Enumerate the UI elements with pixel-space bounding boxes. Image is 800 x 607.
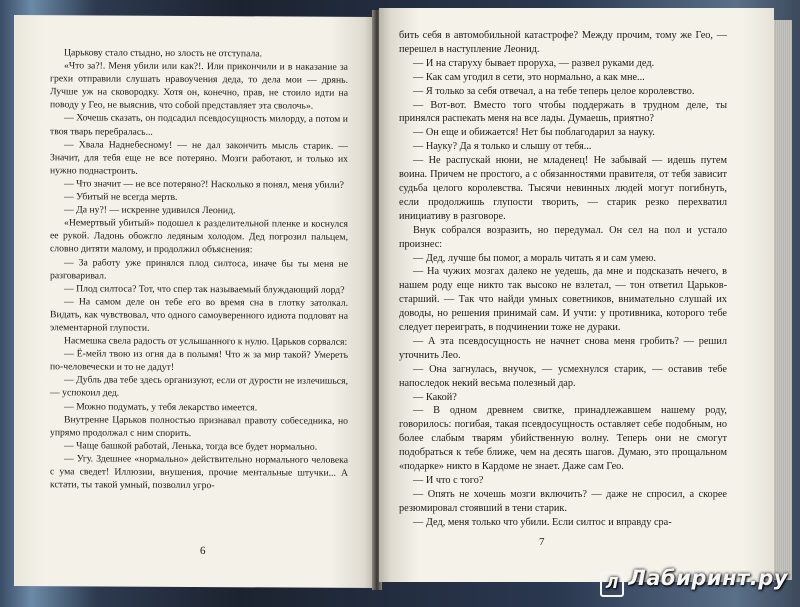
paragraph: Внутренне Царьков полностью признавал правоту собеседника, но упрямо продолжал с ним спорить. <box>50 413 348 439</box>
paragraph: — На самом деле он тебе его во время сна в глотку затолкал. Видать, как чувствовал, что одного самоуверенного идиота подловят на элементарной глупости. <box>50 296 348 334</box>
paragraph: «Немертвый убитый» подошел к разделительной пленке и коснулся ее рукой. Ладонь обожгло ледяным холодом. Дед погрозил пальцем, словно дитяти малому, и продолжил объяснения: <box>50 217 348 256</box>
paragraph: — Дед, меня только что убили. Если силтос и вправду сра- <box>413 516 672 528</box>
paragraph: — Дед, лучше бы помог, а мораль читать я и сам умею. <box>413 252 656 264</box>
paragraph: — Не распускай нюни, не младенец! Не забывай — идешь путем воина. Причем не простого, а с обязанностями правителя, от тебя зависит судьба целого королевства. Тысячи невинных людей могут погибнуть, если продолжишь глупости творить, — старик резко перехватил инициативу в разговоре. <box>399 155 727 222</box>
paragraph: — На чужих мозгах далеко не уедешь, да мне и подсказать нечего, в нашем роду еще никто так высоко не взлетал, — тон ответил Царьков-старший. — Так что найди умных советников, внимательно слушай их доводы, но решения принимай сам. И учти: у противника, которого тебе следует переиграть, в подчинении тоже не дураки. <box>399 266 727 334</box>
paragraph: — Ё-мейл твою из огня да в полымя! Что ж за мир такой? Умереть по-человечески и то не дадут! <box>50 348 348 374</box>
paragraph: — Какой? <box>413 391 457 403</box>
paragraph: «Что за?!. Меня убили или как?!. Или прикончили и в наказание за грехи отправили слушать нравоучения деда, то дела мои — дрянь. Лучше уж на сковородку. Хотя он, конечно, прав, не стоило идти на поводу у Гео, не выяснив, что собой представляет эта сволочь». <box>50 60 348 112</box>
paragraph: — Дубль два тебе здесь организуют, если от дурости не излечишься, — успокоил дед. <box>50 374 348 400</box>
page-number: 7 <box>539 536 545 548</box>
paragraph: — Плод силтоса? Тот, что спер так называемый блуждающий лорд? <box>64 283 345 296</box>
paragraph: Внук собрался возразить, но передумал. Он сел на пол и устало произнес: <box>399 224 727 250</box>
paragraph: — Убитый не всегда мертв. <box>64 191 178 203</box>
paragraph: — Он еще и обижается! Нет бы поблагодарил за науку. <box>413 127 655 139</box>
paragraph: Насмешка свела радость от услышанного к нулю. Царьков сорвался: <box>64 335 348 348</box>
watermark-text: Лабиринт.ру <box>628 566 788 590</box>
paragraph: — Можно подумать, у тебя лекарство имеется. <box>64 400 258 413</box>
left-page-text <box>50 46 348 493</box>
labirint-watermark <box>600 566 788 597</box>
right-page <box>379 8 774 582</box>
labirint-logo-icon: Л <box>600 572 624 597</box>
paragraph: — Вот-вот. Вместо того чтобы поддержать в трудном деле, ты принялся распекать меня на все лады. Думаешь, приятно? <box>399 99 727 125</box>
right-page-text <box>399 29 727 530</box>
paragraph: — Что значит — не все потеряно?! Насколько я понял, меня убили? <box>64 178 344 191</box>
paragraph: — И на старуху бывает проруха, — развел руками дед. <box>413 57 655 69</box>
paragraph: Царькову стало стыдно, но злость не отступала. <box>64 47 263 60</box>
paragraph: — Чаще башкой работай, Ленька, тогда все будет нормально. <box>64 440 318 453</box>
paragraph: — В одном древнем свитке, принадлежавшем нашему роду, говорилось: погибая, такая псевдосущность оставляет себе подобным, но более слабым тварям убийственную волну. Теперь они не смогут подобраться к тебе ближе, чем на десять шагов. Думаю, это прощальном «подарке» никто в Кардоме не знает. Даже сам Гео. <box>399 405 727 473</box>
left-page <box>14 15 375 588</box>
paragraph: — А эта псевдосущность не начнет снова меня гробить? — решил уточнить Лео. <box>399 335 727 361</box>
paragraph: — Да ну?! — искренне удивился Леонид. <box>64 204 236 217</box>
page-edges <box>774 20 792 580</box>
paragraph: бить себя в автомобильной катастрофе? Между прочим, тому же Гео, — перешел в наступление Леонид. <box>399 30 727 55</box>
paragraph: — Науку? Да я только и слышу от тебя... <box>413 141 592 153</box>
page-number: 6 <box>200 545 206 558</box>
paragraph: — Угу. Здешнее «нормально» действительно нормального человека с ума сведет! Иллюзии, внушения, прочие ментальные штучки... А кстати, ты такой умный, позволил угро- <box>50 453 348 492</box>
paragraph: — Хочешь сказать, он подсадил псевдосущность милорду, а потом и твоя тварь перебралась... <box>50 112 348 138</box>
paragraph: — Я только за себя отвечал, а на тебе теперь целое королевство. <box>413 85 695 97</box>
paragraph: — Она загнулась, внучок, — усмехнулся старик, — оставив тебе напоследок некий весьма полезный дар. <box>399 363 727 389</box>
paragraph: — За работу уже принялся плод силтоса, иначе бы ты меня не разговаривал. <box>50 256 348 282</box>
paragraph: — Опять не хочешь мозги включить? — даже не спросил, а скорее резюмировал стоявший в тени старик. <box>399 488 727 514</box>
paragraph: — И что с того? <box>413 475 484 486</box>
paragraph: — Как сам угодил в сети, это нормально, а как мне... <box>413 71 645 83</box>
paragraph: — Хвала Наднебесному! — не дал закончить мысль старик. — Значит, для тебя еще не все потеряно. Мозги работают, и только их нужно поднастроить. <box>50 138 348 177</box>
